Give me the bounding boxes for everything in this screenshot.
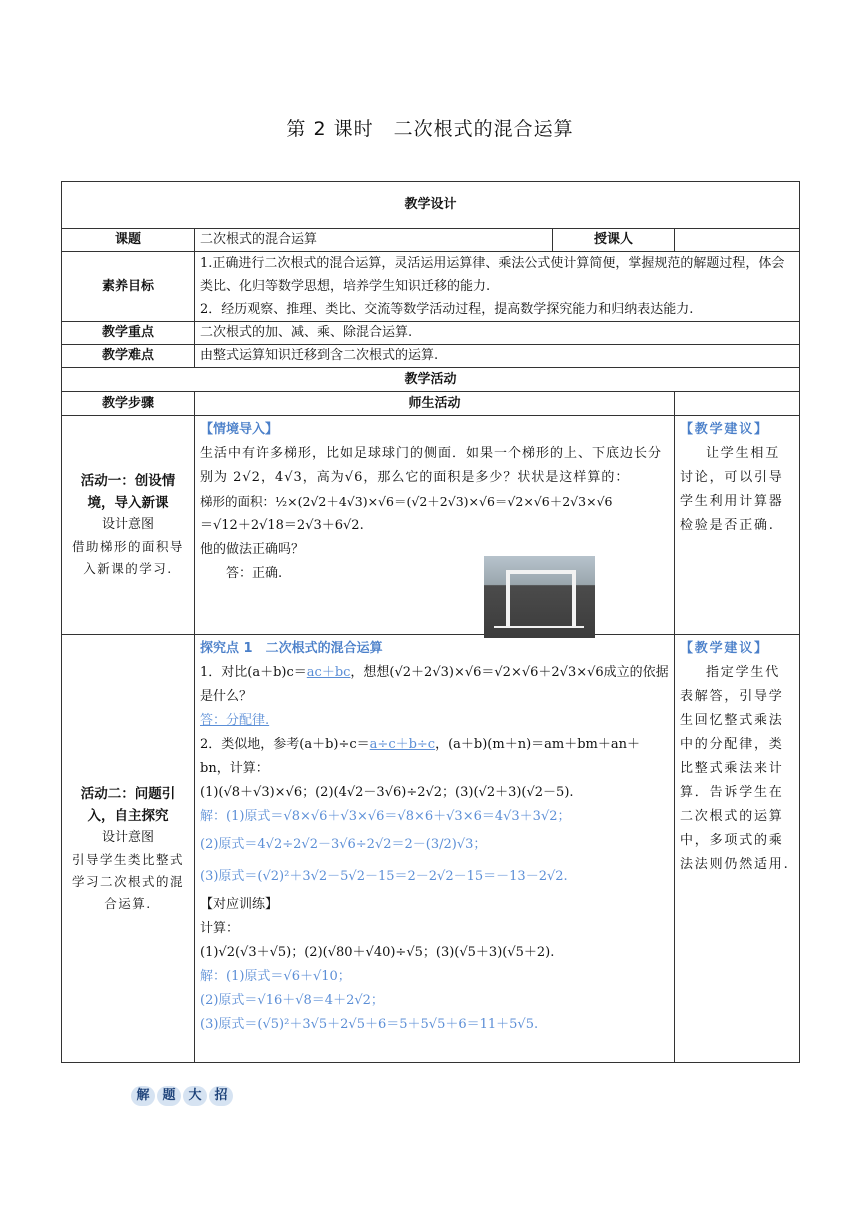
activity2-q2	[200, 733, 669, 781]
badge-char-3: 大	[183, 1086, 207, 1106]
activity1-title-line2: 境，导入新课	[87, 495, 169, 511]
interaction-label: 师生活动	[195, 392, 675, 416]
difficulty-value: 由整式运算知识迁移到含二次根式的运算.	[195, 345, 800, 368]
activity2-sol2: (2)原式＝4√2÷2√2－3√6÷2√2＝2－(3/2)√3；	[200, 837, 487, 852]
activity2-q1-answer: 答：分配律.	[200, 713, 270, 728]
activities-header: 教学活动	[62, 368, 800, 392]
goals-value	[195, 252, 800, 322]
goal-2: 2．经历观察、推理、类比、交流等数学活动过程，提高数学探究能力和归纳表达能力.	[200, 302, 694, 317]
activity2-step	[62, 635, 195, 1063]
soccer-goal-photo	[484, 556, 595, 638]
focus-label: 教学重点	[62, 322, 195, 345]
training-sol2: (2)原式＝√16＋√8＝4＋2√2；	[200, 993, 384, 1008]
training-sol3: (3)原式＝(√5)²＋3√5＋2√5＋6＝5＋5√5＋6＝11＋5√5.	[200, 1017, 539, 1032]
q1-prefix: 1．对比(a＋b)c＝	[200, 665, 307, 680]
activity2-q1	[200, 661, 669, 709]
training-intro: 计算：	[200, 921, 240, 936]
q2-suffix: ，(a＋b)(m＋n)＝am＋bm＋an＋bn，计算：	[200, 737, 641, 776]
training-title: 【对应训练】	[200, 897, 279, 912]
training-exprs: (1)√2(√3＋√5)；(2)(√80＋√40)÷√5；(3)(√5＋3)(√5＋2).	[200, 945, 555, 960]
activity1-question: 他的做法正确吗？	[200, 542, 305, 557]
topic-label: 课题	[62, 229, 195, 252]
activity2-q2-exprs: (1)(√8＋√3)×√6；(2)(4√2－3√6)÷2√2；(3)(√2＋3)(√2－5).	[200, 785, 574, 800]
activity2-sol3: (3)原式＝(√2)²＋3√2－5√2－15＝2－2√2－15＝－13－2√2.	[200, 869, 568, 884]
page-title: 第 2 课时 二次根式的混合运算	[286, 118, 574, 140]
badge-char-2: 题	[157, 1086, 181, 1106]
steps-label: 教学步骤	[62, 392, 195, 416]
activity1-calc-line2: ＝√12＋2√18＝2√3＋6√2.	[200, 518, 364, 533]
activity1-section-title: 【情境导入】	[200, 422, 279, 437]
badge-char-1: 解	[131, 1086, 155, 1106]
activity1-calc-line1: 梯形的面积：½×(2√2＋4√3)×√6＝(√2＋2√3)×√6＝√2×√6＋2√3×√6	[200, 494, 613, 509]
tips-badge	[131, 1086, 233, 1106]
activity2-title-line2: 入，自主探究	[87, 807, 169, 824]
activity2-advice-text: 指定学生代表解答，引导学生回忆整式乘法中的分配律，类比整式乘法来计算．告诉学生在二次根式的运算中，多项式的乘法法则仍然适用.	[680, 665, 790, 872]
activity1-advice	[675, 416, 800, 635]
activity2-title-line1: 活动二：问题引	[80, 785, 176, 802]
q1-suffix: ，想想(√2＋2√3)×√6＝√2×√6＋2√3×√6成立的依据是什么？	[200, 665, 669, 704]
activity1-content	[195, 416, 675, 635]
activity1-answer: 答：正确.	[226, 566, 283, 581]
goals-label: 素养目标	[62, 252, 195, 322]
teacher-label: 授课人	[553, 229, 675, 252]
activity1-advice-title: 【教学建议】	[680, 422, 769, 437]
activity2-advice-title: 【教学建议】	[680, 641, 769, 656]
activity2-sol1: 解：(1)原式＝√8×√6＋√3×√6＝√8×6＋√3×6＝4√3＋3√2；	[200, 809, 571, 824]
difficulty-label: 教学难点	[62, 345, 195, 368]
topic-value: 二次根式的混合运算	[195, 229, 553, 252]
activity1-advice-text: 让学生相互讨论，可以引导学生利用计算器检验是否正确.	[680, 446, 784, 533]
lesson-plan-table	[61, 181, 800, 1063]
q2-prefix: 2．类似地，参考(a＋b)÷c＝	[200, 737, 370, 752]
activity1-title-line1: 活动一：创设情	[80, 473, 176, 489]
q2-blank: a÷c＋b÷c	[369, 737, 436, 752]
activity2-intent-label: 设计意图	[101, 829, 154, 845]
activity2-content	[195, 635, 675, 1063]
badge-char-4: 招	[209, 1086, 233, 1106]
goal-1: 1.正确进行二次根式的混合运算，灵活运用运算律、乘法公式使计算简便，掌握规范的解题过程，体会类比、化归等数学思想，培养学生知识迁移的能力.	[200, 256, 785, 294]
activity1-text: 生活中有许多梯形，比如足球球门的侧面．如果一个梯形的上、下底边长分别为 2√2，4√3，高为√6，那么它的面积是多少？状状是这样算的：	[200, 446, 663, 485]
activity1-intent-desc: 借助梯形的面积导入新课的学习.	[71, 539, 184, 576]
activity1-step	[62, 416, 195, 635]
teacher-value	[675, 229, 800, 252]
activity2-intent-desc: 引导学生类比整式学习二次根式的混合运算.	[71, 851, 184, 911]
activity2-section-title: 探究点 1 二次根式的混合运算	[200, 641, 383, 656]
training-sol1: 解：(1)原式＝√6＋√10；	[200, 969, 351, 984]
focus-value: 二次根式的加、减、乘、除混合运算.	[195, 322, 800, 345]
q1-blank: ac＋bc	[306, 665, 351, 680]
activity1-intent-label: 设计意图	[101, 517, 154, 532]
advice-column-header	[675, 392, 800, 416]
table-header: 教学设计	[62, 182, 800, 229]
activity2-advice	[675, 635, 800, 1063]
